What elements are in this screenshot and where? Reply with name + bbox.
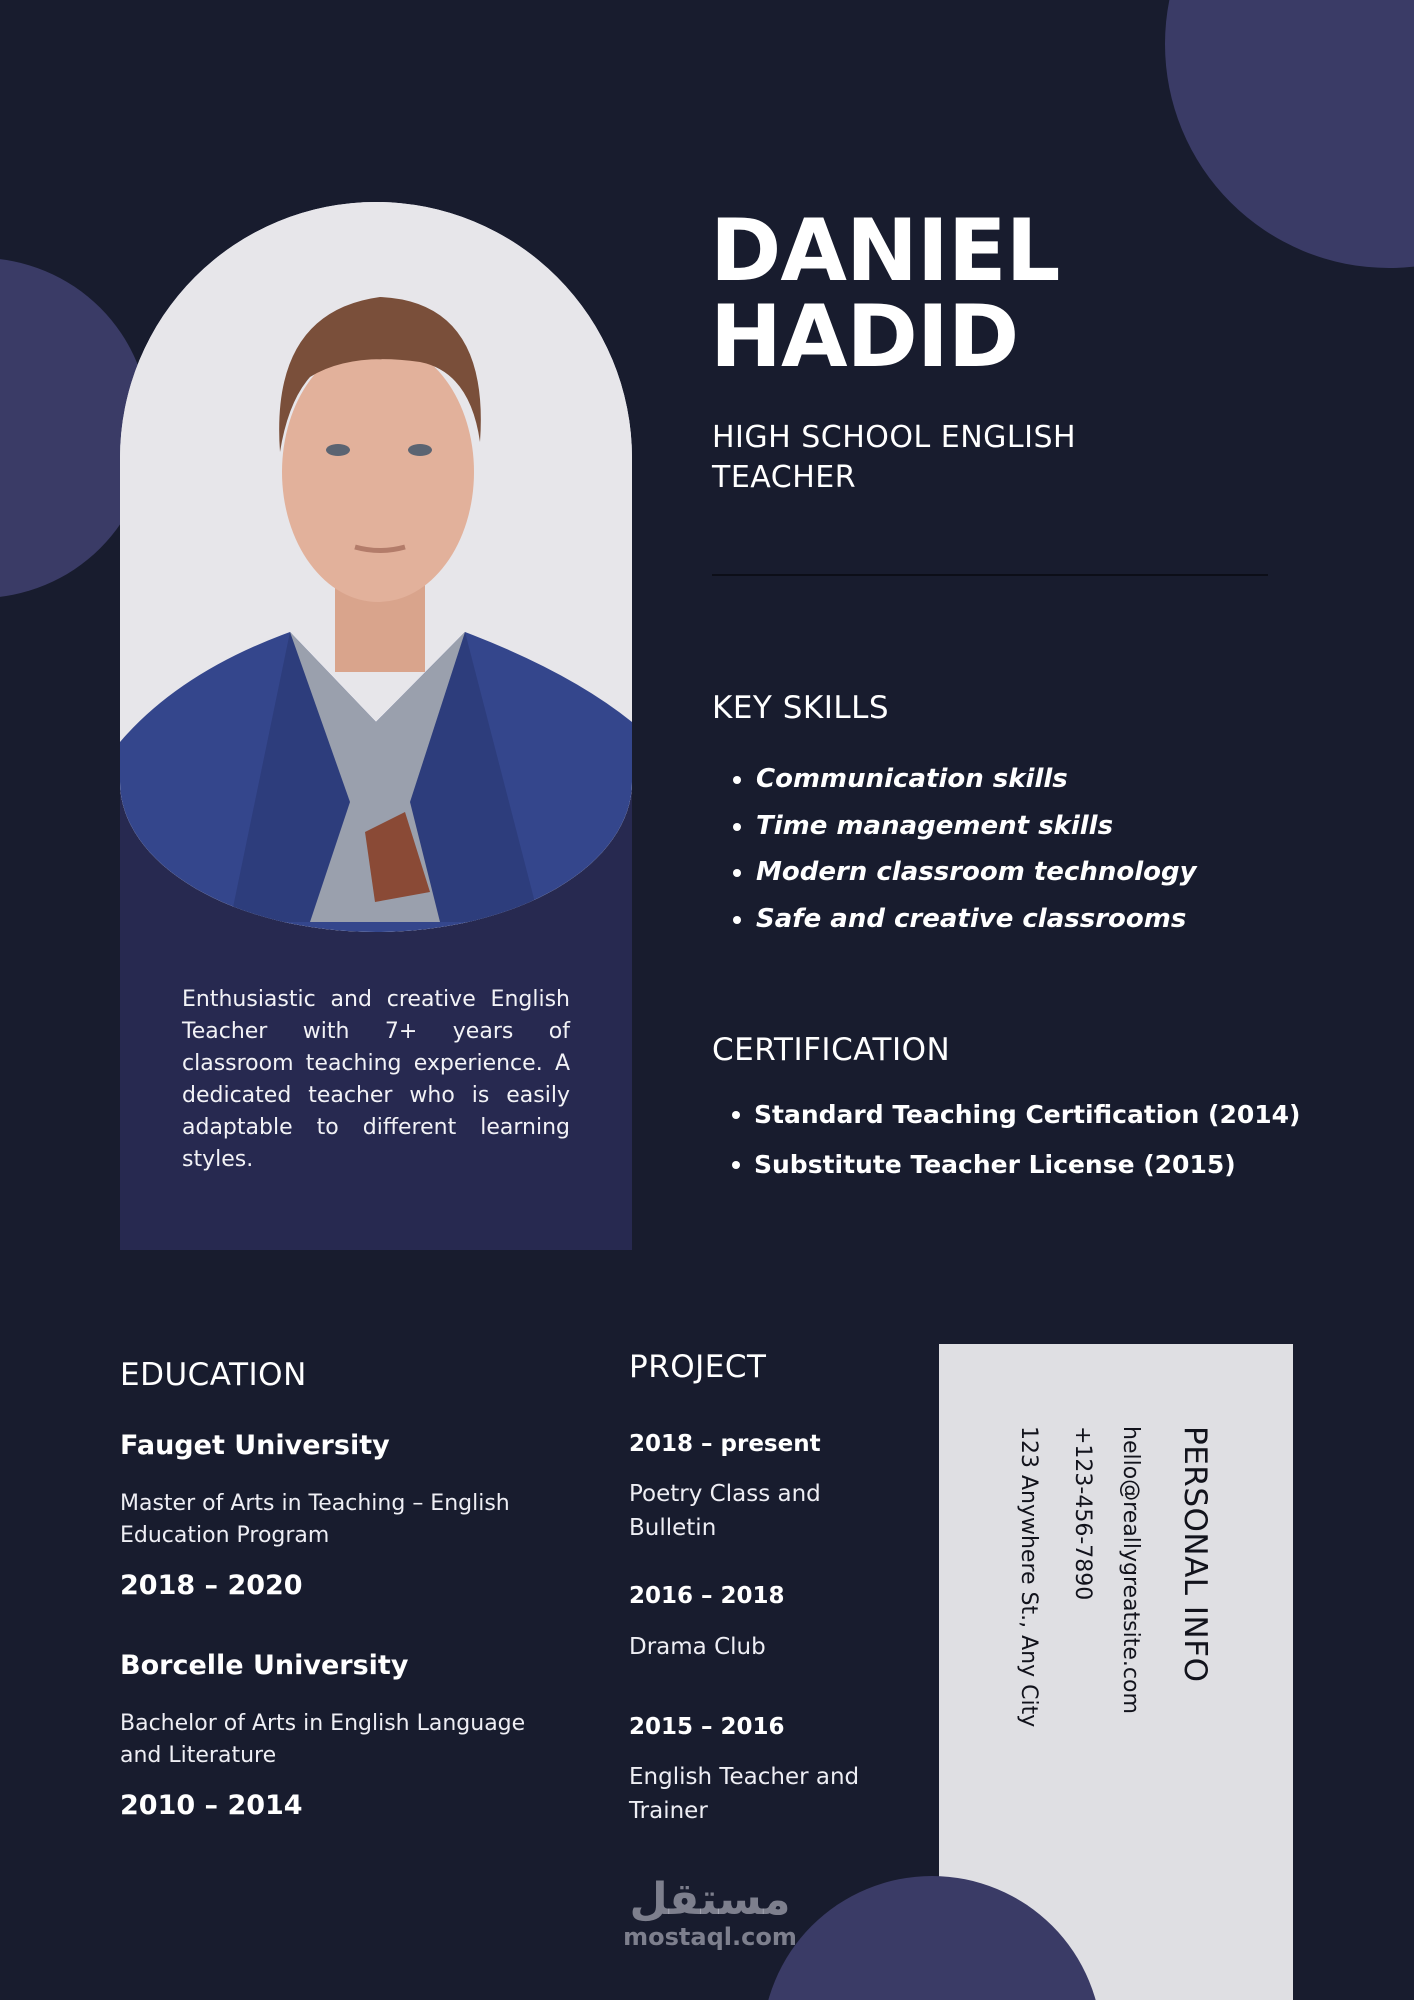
project-name: Poetry Class and Bulletin (629, 1481, 821, 1541)
project-years: 2018 – present (629, 1431, 821, 1457)
first-name: DANIEL (710, 201, 1060, 301)
header-divider (712, 574, 1268, 576)
phone-text: +123-456-7890 (1070, 1426, 1095, 1601)
skills-heading: KEY SKILLS (712, 690, 890, 726)
certification-item: Substitute Teacher License (2015) (712, 1140, 1300, 1190)
portrait-illustration (120, 202, 632, 932)
project-heading: PROJECT (629, 1349, 767, 1385)
education-years: 2010 – 2014 (120, 1790, 303, 1821)
decorative-circle-top-right (1165, 0, 1414, 268)
certification-list (712, 1090, 1300, 1190)
last-name: HADID (710, 287, 1019, 387)
education-heading: EDUCATION (120, 1357, 307, 1393)
certification-item: Standard Teaching Certification (2014) (712, 1090, 1300, 1140)
email-text: hello@reallygreatsite.com (1118, 1426, 1143, 1714)
project-years: 2015 – 2016 (629, 1714, 785, 1740)
personal-info-heading: PERSONAL INFO (1177, 1426, 1213, 1683)
watermark-url: mostaql.com (623, 1923, 797, 1951)
skill-item: Safe and creative classrooms (712, 896, 1197, 943)
address-text: 123 Anywhere St., Any City (1016, 1426, 1041, 1728)
education-degree: Master of Arts in Teaching – English Education Program (120, 1491, 510, 1548)
watermark (620, 1876, 800, 1956)
project-name: English Teacher and Trainer (629, 1764, 860, 1824)
job-title: HIGH SCHOOL ENGLISH TEACHER (712, 420, 1077, 495)
portrait-photo (120, 202, 632, 932)
watermark-logo: مستقل (629, 1874, 791, 1925)
skill-item: Modern classroom technology (712, 849, 1197, 896)
education-years: 2018 – 2020 (120, 1570, 303, 1601)
full-name (710, 201, 1060, 387)
certification-heading: CERTIFICATION (712, 1032, 951, 1068)
skill-item: Time management skills (712, 803, 1197, 850)
project-years: 2016 – 2018 (629, 1583, 785, 1609)
education-school: Fauget University (120, 1430, 390, 1461)
skills-list (712, 756, 1197, 942)
profile-summary: Enthusiastic and creative English Teacher with 7+ years of classroom teaching experience. A dedicated teacher who is easily adaptable to different learning styles. (182, 987, 570, 1172)
skill-item: Communication skills (712, 756, 1197, 803)
education-school: Borcelle University (120, 1650, 409, 1681)
photo-panel (120, 202, 632, 1250)
project-name: Drama Club (629, 1634, 766, 1660)
education-degree: Bachelor of Arts in English Language and Literature (120, 1711, 526, 1768)
